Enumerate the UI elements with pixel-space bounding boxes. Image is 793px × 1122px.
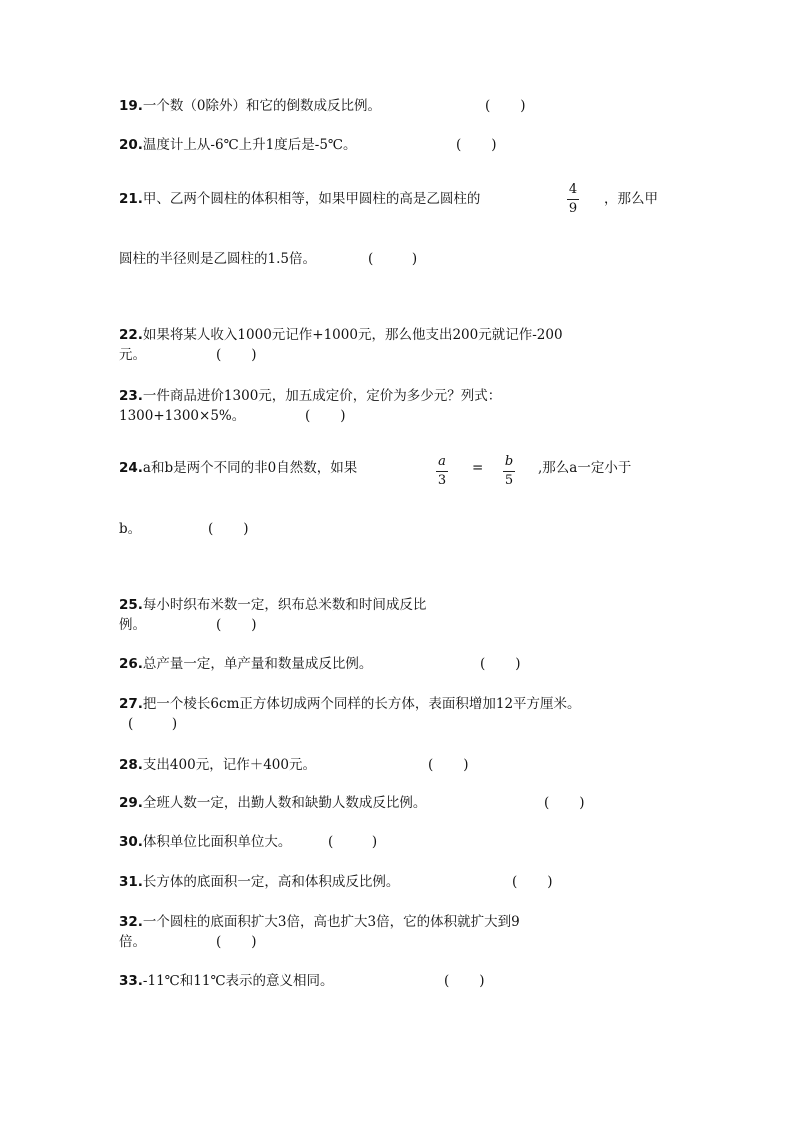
- question-text-continued: b。: [119, 521, 142, 537]
- question-32-line-2: [119, 932, 146, 952]
- question-text: 甲、乙两个圆柱的体积相等，如果甲圆柱的高是乙圆柱的: [142, 191, 481, 207]
- question-number: 22.: [119, 327, 143, 343]
- question-text: 把一个棱长6cm正方体切成两个同样的长方体，表面积增加12平方厘米。: [142, 696, 581, 712]
- question-text: 支出400元，记作＋400元。: [142, 757, 316, 773]
- question-19: [119, 96, 381, 116]
- question-22: [119, 325, 563, 345]
- question-23: [119, 386, 501, 406]
- question-number: 30.: [119, 834, 143, 850]
- answer-parentheses[interactable]: ( ): [216, 617, 257, 633]
- fraction-numerator: a: [438, 454, 446, 469]
- question-text: 体积单位比面积单位大。: [142, 834, 292, 850]
- answer-parentheses[interactable]: ( ): [544, 795, 585, 811]
- question-text-continued: 1300+1300×5%。: [119, 408, 246, 424]
- question-25: [119, 595, 426, 615]
- question-text: 温度计上从-6℃上升1度后是-5℃。: [142, 137, 357, 153]
- answer-parentheses[interactable]: ( ): [512, 874, 553, 890]
- fraction-bar: [436, 471, 448, 472]
- answer-parentheses[interactable]: ( ): [368, 251, 418, 267]
- fraction-a-3: [436, 454, 448, 489]
- question-text: 总产量一定，单产量和数量成反比例。: [142, 656, 373, 672]
- question-text-tail: ,那么a一定小于: [538, 460, 632, 476]
- question-text: a和b是两个不同的非0自然数，如果: [142, 460, 358, 476]
- question-number: 31.: [119, 874, 143, 890]
- answer-parentheses[interactable]: ( ): [480, 656, 521, 672]
- question-number: 25.: [119, 597, 143, 613]
- fraction-4-9: [567, 182, 579, 217]
- fraction-denominator: 9: [568, 201, 578, 216]
- question-24: [119, 458, 357, 478]
- question-21-line-2: [119, 249, 316, 269]
- question-31: [119, 872, 399, 892]
- question-text-tail: ，那么甲: [604, 191, 658, 207]
- question-number: 24.: [119, 460, 143, 476]
- question-text: -11℃和11℃表示的意义相同。: [142, 973, 334, 989]
- question-21: [119, 189, 480, 209]
- question-text-continued: 圆柱的半径则是乙圆柱的1.5倍。: [119, 251, 316, 267]
- question-26: [119, 654, 372, 674]
- question-text-continued: 倍。: [119, 934, 146, 950]
- fraction-bar: [567, 199, 579, 200]
- answer-parentheses[interactable]: ( ): [128, 716, 178, 732]
- fraction-b-5: [503, 454, 515, 489]
- answer-parentheses[interactable]: ( ): [305, 408, 346, 424]
- answer-parentheses[interactable]: ( ): [208, 521, 249, 537]
- equals-sign: =: [472, 460, 484, 476]
- question-text: 一件商品进价1300元，加五成定价，定价为多少元？列式：: [142, 388, 502, 404]
- fraction-denominator: 5: [504, 473, 514, 488]
- fraction-denominator: 3: [437, 473, 447, 488]
- answer-parentheses[interactable]: ( ): [428, 757, 469, 773]
- answer-parentheses[interactable]: ( ): [328, 834, 378, 850]
- question-text: 长方体的底面积一定，高和体积成反比例。: [142, 874, 400, 890]
- question-text: 一个圆柱的底面积扩大3倍，高也扩大3倍，它的体积就扩大到9: [142, 914, 520, 930]
- question-32: [119, 912, 520, 932]
- question-number: 29.: [119, 795, 143, 811]
- question-text: 如果将某人收入1000元记作+1000元，那么他支出200元就记作-200: [142, 327, 563, 343]
- question-number: 32.: [119, 914, 143, 930]
- question-number: 23.: [119, 388, 143, 404]
- question-number: 19.: [119, 98, 143, 114]
- question-number: 21.: [119, 191, 143, 207]
- answer-parentheses[interactable]: ( ): [216, 347, 257, 363]
- question-text: 每小时织布米数一定，织布总米数和时间成反比: [142, 597, 427, 613]
- question-33: [119, 971, 334, 991]
- question-text-continued: 例。: [119, 617, 146, 633]
- question-number: 33.: [119, 973, 143, 989]
- fraction-numerator: b: [504, 454, 514, 469]
- fraction-bar: [503, 471, 515, 472]
- question-27: [119, 694, 581, 714]
- answer-parentheses[interactable]: ( ): [485, 98, 526, 114]
- question-number: 28.: [119, 757, 143, 773]
- question-text: 全班人数一定，出勤人数和缺勤人数成反比例。: [142, 795, 427, 811]
- question-text-continued: 元。: [119, 347, 146, 363]
- question-number: 27.: [119, 696, 143, 712]
- question-24-line-2: [119, 519, 141, 539]
- question-23-line-2: [119, 406, 245, 426]
- question-22-line-2: [119, 345, 146, 365]
- question-29: [119, 793, 426, 813]
- question-30: [119, 832, 291, 852]
- fraction-numerator: 4: [568, 182, 578, 197]
- question-28: [119, 755, 316, 775]
- answer-parentheses[interactable]: ( ): [444, 973, 485, 989]
- question-number: 26.: [119, 656, 143, 672]
- answer-parentheses[interactable]: ( ): [456, 137, 497, 153]
- question-25-line-2: [119, 615, 146, 635]
- answer-parentheses[interactable]: ( ): [216, 934, 257, 950]
- question-text: 一个数（0除外）和它的倒数成反比例。: [142, 98, 382, 114]
- question-number: 20.: [119, 137, 143, 153]
- question-20: [119, 135, 357, 155]
